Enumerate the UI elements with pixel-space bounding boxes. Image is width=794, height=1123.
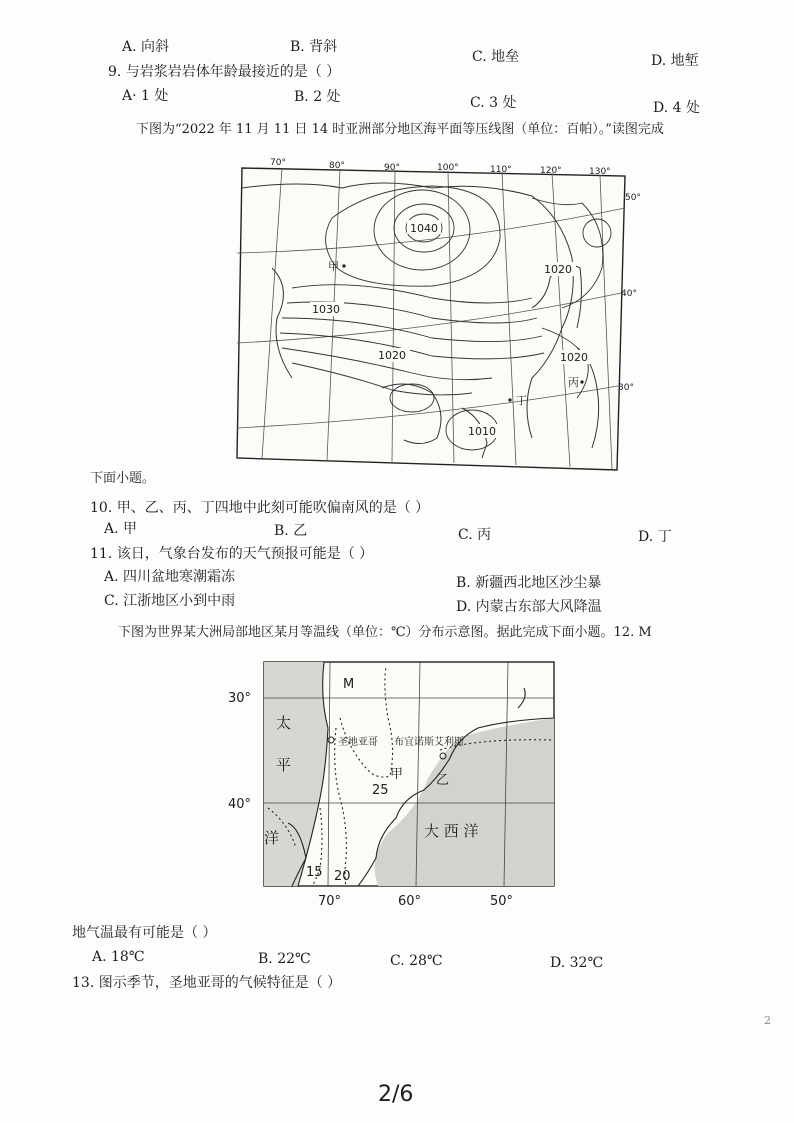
isotherm-25: 25 <box>372 783 389 798</box>
city-santiago: 圣地亚哥 <box>338 737 378 748</box>
q11-option-d: D. 内蒙古东部大风降温 <box>456 599 602 615</box>
pacific-char-3: 洋 <box>264 829 280 847</box>
q12-option-a: A. 18℃ <box>92 949 145 965</box>
q8-option-c: C. 地垒 <box>472 49 520 65</box>
intro-map2-line2: 地气温最有可能是（ ） <box>72 925 217 941</box>
q10-stem: 10. 甲、乙、丙、丁四地中此刻可能吹偏南风的是（ ） <box>90 500 430 516</box>
city-buenos-aires: 布宜诺斯艾利斯 <box>394 737 464 748</box>
lon-label-100: 100° <box>437 163 459 173</box>
q12-option-c: C. 28℃ <box>390 953 443 969</box>
intro-map2-line1: 下图为世界某大洲局部地区某月等温线（单位：℃）分布示意图。据此完成下面小题。12. M <box>118 625 652 640</box>
isotherm-15: 15 <box>306 865 323 880</box>
place-jia: 甲 <box>328 260 339 273</box>
pacific-char-1: 太 <box>276 714 292 732</box>
lon-label-70: 70° <box>270 158 286 168</box>
lon-label-110: 110° <box>490 165 512 175</box>
lat-label-30: 30° <box>228 691 252 706</box>
pacific-char-2: 平 <box>276 756 292 774</box>
point-m: M <box>343 677 355 692</box>
q12-option-b: B. 22℃ <box>258 951 311 967</box>
place-ding: 丁 <box>516 394 527 407</box>
q10-option-c: C. 丙 <box>458 527 492 543</box>
q9-option-c: C. 3 处 <box>470 95 517 111</box>
q10-option-b: B. 乙 <box>274 523 308 539</box>
place-bing: 丙 <box>568 376 579 389</box>
isobar-1020-east: 1020 <box>560 351 588 364</box>
lat-label-40: 40° <box>228 797 252 812</box>
lon-label-130: 130° <box>589 167 611 177</box>
intro-map1-line2: 下面小题。 <box>90 471 156 486</box>
isobar-1030: 1030 <box>312 303 340 316</box>
point-yi: 乙 <box>436 773 450 788</box>
lon-label-60: 60° <box>398 894 422 909</box>
q8-option-d: D. 地堑 <box>651 53 699 69</box>
isobar-1010: 1010 <box>468 425 496 438</box>
page-number: 2/6 <box>378 1082 414 1107</box>
q10-option-d: D. 丁 <box>638 529 672 545</box>
isotherm-20: 20 <box>334 869 351 884</box>
intro-map1-line1: 下图为“2022 年 11 月 11 日 14 时亚洲部分地区海平面等压线图（单位：百帕）。”读图完成 <box>136 122 664 137</box>
q13-stem: 13. 图示季节，圣地亚哥的气候特征是（ ） <box>72 975 342 991</box>
isobar-1020-center: 1020 <box>378 349 406 362</box>
q9-option-d: D. 4 处 <box>653 100 700 116</box>
q8-option-a: A. 向斜 <box>122 39 170 55</box>
q9-option-a: A· 1 处 <box>122 88 169 104</box>
lon-label-70: 70° <box>318 894 342 909</box>
atlantic-label: 大 西 洋 <box>424 822 479 840</box>
q11-option-c: C. 江浙地区小到中雨 <box>104 593 236 609</box>
isobar-1040: 1040 <box>410 222 438 235</box>
q11-stem: 11. 该日，气象台发布的天气预报可能是（ ） <box>90 546 374 562</box>
isobar-1020-northeast: 1020 <box>544 263 572 276</box>
lon-label-50: 50° <box>490 894 514 909</box>
q12-option-d: D. 32℃ <box>550 955 604 971</box>
point-jia: 甲 <box>390 767 404 782</box>
asia-isobar-map <box>232 158 641 480</box>
lat-label-40: 40° <box>621 289 637 299</box>
lat-label-30: 30° <box>618 383 634 393</box>
lon-label-90: 90° <box>384 163 400 173</box>
lat-label-50: 50° <box>625 193 641 203</box>
q9-option-b: B. 2 处 <box>294 89 341 105</box>
q11-option-a: A. 四川盆地寒潮霜冻 <box>104 569 236 585</box>
south-america-isotherm-map <box>228 658 560 910</box>
q11-option-b: B. 新疆西北地区沙尘暴 <box>456 575 602 591</box>
lon-label-80: 80° <box>329 161 345 171</box>
q10-option-a: A. 甲 <box>104 521 138 537</box>
margin-mark: 2 <box>764 1014 771 1027</box>
q9-stem: 9. 与岩浆岩岩体年龄最接近的是（ ） <box>108 64 341 80</box>
q8-option-b: B. 背斜 <box>290 39 338 55</box>
lon-label-120: 120° <box>540 166 562 176</box>
